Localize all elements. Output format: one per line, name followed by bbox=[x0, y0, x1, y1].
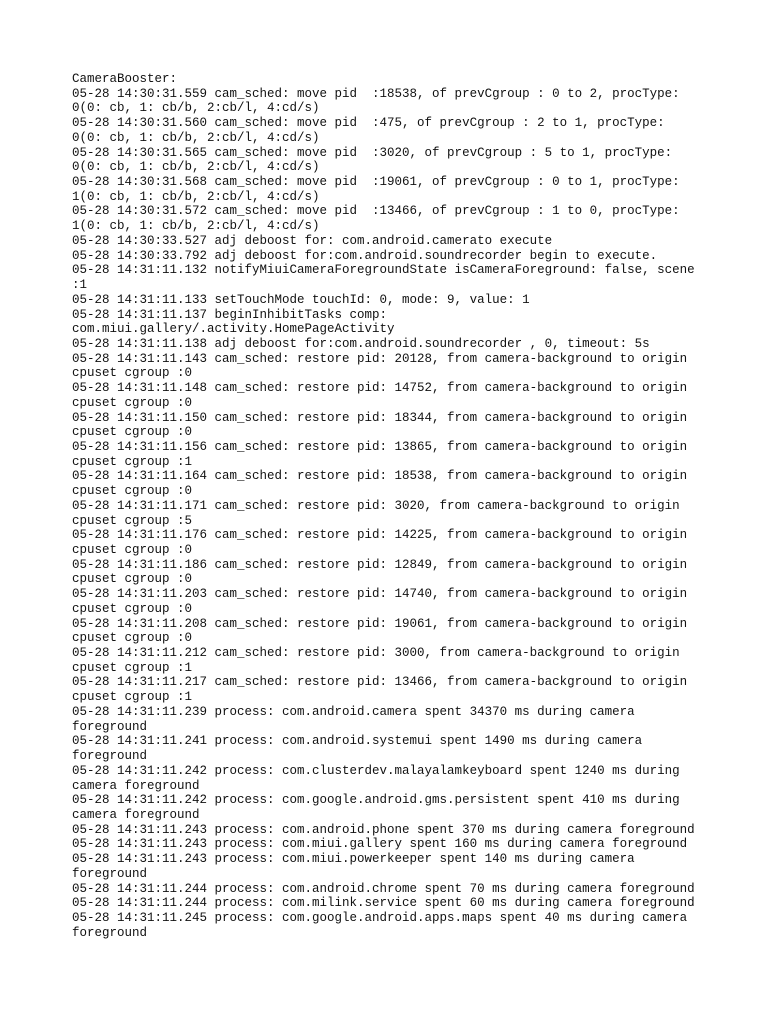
log-line: 05-28 14:31:11.186 cam_sched: restore pid: 12849, from camera-background to origin bbox=[72, 557, 688, 572]
log-line: :1 bbox=[72, 278, 88, 293]
log-line: 05-28 14:31:11.164 cam_sched: restore pid: 18538, from camera-background to origin bbox=[72, 469, 688, 484]
log-line: 0(0: cb, 1: cb/b, 2:cb/l, 4:cd/s) bbox=[72, 160, 320, 175]
log-line: cpuset cgroup :1 bbox=[72, 660, 193, 675]
log-line: com.miui.gallery/.activity.HomePageActivity bbox=[72, 322, 395, 337]
log-line: 05-28 14:31:11.212 cam_sched: restore pid: 3000, from camera-background to origin bbox=[72, 646, 680, 661]
log-line: cpuset cgroup :0 bbox=[72, 601, 193, 616]
log-line: foreground bbox=[72, 866, 148, 881]
log-line: 05-28 14:31:11.244 process: com.android.chrome spent 70 ms during camera foreground bbox=[72, 881, 695, 896]
log-line: 05-28 14:31:11.245 process: com.google.android.apps.maps spent 40 ms during camera bbox=[72, 910, 688, 925]
log-line: 0(0: cb, 1: cb/b, 2:cb/l, 4:cd/s) bbox=[72, 130, 320, 145]
log-line: 05-28 14:31:11.241 process: com.android.systemui spent 1490 ms during camera bbox=[72, 734, 643, 749]
log-line: 05-28 14:31:11.244 process: com.milink.service spent 60 ms during camera foreground bbox=[72, 896, 695, 911]
log-line: 05-28 14:31:11.239 process: com.android.camera spent 34370 ms during camera bbox=[72, 704, 635, 719]
log-line: 05-28 14:31:11.217 cam_sched: restore pid: 13466, from camera-background to origin bbox=[72, 675, 688, 690]
log-text-block bbox=[72, 72, 712, 940]
log-line: 05-28 14:30:31.559 cam_sched: move pid :18538, of prevCgroup : 0 to 2, procType: bbox=[72, 86, 680, 101]
log-line: 05-28 14:30:33.792 adj deboost for:com.android.soundrecorder begin to execute. bbox=[72, 248, 658, 263]
log-line: cpuset cgroup :0 bbox=[72, 425, 193, 440]
log-line: 05-28 14:31:11.176 cam_sched: restore pid: 14225, from camera-background to origin bbox=[72, 528, 688, 543]
log-line: 05-28 14:31:11.156 cam_sched: restore pid: 13865, from camera-background to origin bbox=[72, 439, 688, 454]
log-line: cpuset cgroup :0 bbox=[72, 631, 193, 646]
log-line: 05-28 14:31:11.143 cam_sched: restore pid: 20128, from camera-background to origin bbox=[72, 351, 688, 366]
log-line: 05-28 14:31:11.242 process: com.google.android.gms.persistent spent 410 ms during bbox=[72, 793, 680, 808]
log-line: 05-28 14:30:31.565 cam_sched: move pid :3020, of prevCgroup : 5 to 1, procType: bbox=[72, 145, 673, 160]
log-line: 05-28 14:31:11.148 cam_sched: restore pid: 14752, from camera-background to origin bbox=[72, 381, 688, 396]
log-line: camera foreground bbox=[72, 807, 200, 822]
log-line: 05-28 14:31:11.171 cam_sched: restore pid: 3020, from camera-background to origin bbox=[72, 498, 680, 513]
log-line: 05-28 14:31:11.208 cam_sched: restore pid: 19061, from camera-background to origin bbox=[72, 616, 688, 631]
log-line: cpuset cgroup :0 bbox=[72, 366, 193, 381]
log-line: 05-28 14:31:11.243 process: com.miui.powerkeeper spent 140 ms during camera bbox=[72, 852, 635, 867]
log-line: 05-28 14:31:11.137 beginInhibitTasks comp: bbox=[72, 307, 388, 322]
log-line: 05-28 14:31:11.132 notifyMiuiCameraForegroundState isCameraForeground: false, scene bbox=[72, 263, 695, 278]
log-line: 1(0: cb, 1: cb/b, 2:cb/l, 4:cd/s) bbox=[72, 219, 320, 234]
log-line: cpuset cgroup :0 bbox=[72, 572, 193, 587]
log-line: 1(0: cb, 1: cb/b, 2:cb/l, 4:cd/s) bbox=[72, 189, 320, 204]
log-line: camera foreground bbox=[72, 778, 200, 793]
log-line: cpuset cgroup :5 bbox=[72, 513, 193, 528]
log-line: 05-28 14:30:31.572 cam_sched: move pid :13466, of prevCgroup : 1 to 0, procType: bbox=[72, 204, 680, 219]
log-line: cpuset cgroup :0 bbox=[72, 484, 193, 499]
log-line: 05-28 14:30:31.568 cam_sched: move pid :19061, of prevCgroup : 0 to 1, procType: bbox=[72, 175, 680, 190]
log-line: CameraBooster: bbox=[72, 72, 178, 86]
log-line: 05-28 14:31:11.243 process: com.android.phone spent 370 ms during camera foreground bbox=[72, 822, 695, 837]
log-line: 05-28 14:30:33.527 adj deboost for: com.android.camerato execute bbox=[72, 233, 553, 248]
log-line: cpuset cgroup :1 bbox=[72, 454, 193, 469]
log-line: 05-28 14:31:11.242 process: com.clusterdev.malayalamkeyboard spent 1240 ms during bbox=[72, 763, 680, 778]
log-line: foreground bbox=[72, 925, 148, 940]
log-line: cpuset cgroup :0 bbox=[72, 395, 193, 410]
log-line: 0(0: cb, 1: cb/b, 2:cb/l, 4:cd/s) bbox=[72, 101, 320, 116]
log-line: 05-28 14:31:11.133 setTouchMode touchId: 0, mode: 9, value: 1 bbox=[72, 292, 530, 307]
log-line: 05-28 14:31:11.138 adj deboost for:com.android.soundrecorder , 0, timeout: 5s bbox=[72, 336, 650, 351]
log-line: 05-28 14:31:11.243 process: com.miui.gallery spent 160 ms during camera foreground bbox=[72, 837, 688, 852]
log-line: 05-28 14:31:11.150 cam_sched: restore pid: 18344, from camera-background to origin bbox=[72, 410, 688, 425]
log-line: 05-28 14:31:11.203 cam_sched: restore pid: 14740, from camera-background to origin bbox=[72, 587, 688, 602]
log-line: cpuset cgroup :0 bbox=[72, 543, 193, 557]
log-line: foreground bbox=[72, 719, 148, 734]
log-line: cpuset cgroup :1 bbox=[72, 690, 193, 705]
log-line: foreground bbox=[72, 749, 148, 764]
log-line: 05-28 14:30:31.560 cam_sched: move pid :475, of prevCgroup : 2 to 1, procType: bbox=[72, 116, 665, 131]
